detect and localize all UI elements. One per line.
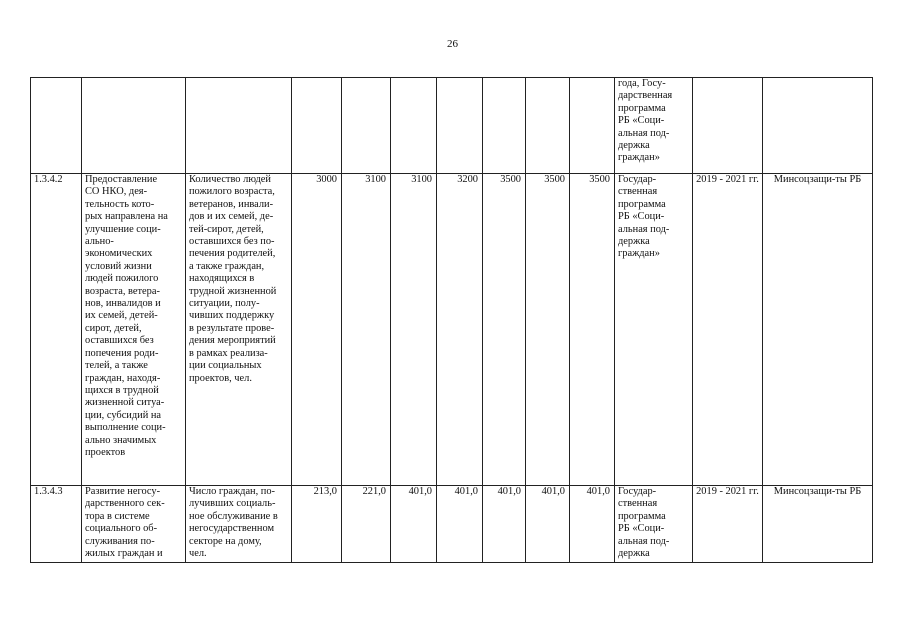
- table-row: [31, 486, 873, 563]
- cell-text-line: оставшихся без по-: [189, 236, 275, 248]
- cell-text-line: трудной жизненной: [189, 285, 277, 297]
- cell-text-line: условий жизни: [85, 260, 152, 272]
- cell-text-line: программа: [618, 102, 666, 114]
- cell-value: 3500: [526, 174, 570, 486]
- cell-text-line: альная под-: [618, 535, 670, 547]
- cell-text-line: программа: [618, 198, 666, 210]
- cell-value: 3500: [483, 174, 526, 486]
- cell-text-line: РБ «Соци-: [618, 115, 665, 127]
- cell-text-line: чел.: [189, 548, 207, 560]
- cell-text-line: социального об-: [85, 523, 158, 535]
- cell-value: [342, 78, 391, 174]
- cell-executor: [763, 78, 873, 174]
- cell-indicator: [186, 174, 292, 486]
- table-row: [31, 174, 873, 486]
- cell-text-line: жилых граждан и: [85, 548, 163, 560]
- cell-text-line: РБ «Соци-: [618, 523, 665, 535]
- cell-text-line: их семей, детей-: [85, 310, 158, 322]
- cell-text-line: лучивших социаль-: [189, 498, 276, 510]
- cell-text-line: улучшение соци-: [85, 223, 161, 235]
- cell-text-line: ситуации, полу-: [189, 298, 260, 310]
- cell-text-line: Число граждан, по-: [189, 486, 276, 497]
- cell-text-line: Количество людей: [189, 174, 271, 185]
- cell-value: 401,0: [391, 486, 437, 563]
- cell-value: 221,0: [342, 486, 391, 563]
- cell-period: [693, 78, 763, 174]
- cell-text-line: года, Госу-: [618, 78, 666, 89]
- cell-value: 3200: [437, 174, 483, 486]
- cell-text-line: ственная: [618, 498, 658, 510]
- cell-text-line: ции, субсидий на: [85, 409, 162, 421]
- cell-program: [615, 174, 693, 486]
- cell-indicator: [186, 78, 292, 174]
- cell-code: 1.3.4.2: [31, 174, 82, 486]
- cell-value: 3000: [292, 174, 342, 486]
- cell-text-line: негосударственном: [189, 523, 275, 535]
- cell-text-line: жизненной ситуа-: [85, 397, 165, 409]
- cell-text-line: людей пожилого: [85, 273, 159, 285]
- program-table: [30, 77, 873, 563]
- cell-indicator: [186, 486, 292, 563]
- cell-text-line: пожилого возраста,: [189, 186, 275, 198]
- cell-text-line: дов и их семей, де-: [189, 211, 274, 223]
- cell-text-line: проектов: [85, 446, 126, 458]
- cell-text-line: дарственного сек-: [85, 498, 165, 510]
- page-number: 26: [447, 38, 458, 50]
- cell-value: 3500: [570, 174, 615, 486]
- cell-text-line: держка: [618, 140, 650, 152]
- cell-value: [526, 78, 570, 174]
- cell-text-line: граждан»: [618, 248, 660, 260]
- cell-text-line: дения мероприятий: [189, 335, 276, 347]
- cell-text-line: сирот, детей,: [85, 322, 142, 334]
- cell-text-line: держка: [618, 548, 650, 560]
- cell-event-name: [82, 486, 186, 563]
- cell-value: 401,0: [526, 486, 570, 563]
- cell-text-line: возраста, ветера-: [85, 285, 160, 297]
- cell-value: [483, 78, 526, 174]
- cell-text-line: альная под-: [618, 127, 670, 139]
- cell-executor: Минсоцзащи-ты РБ: [763, 486, 873, 563]
- cell-text-line: оставшихся без: [85, 335, 154, 347]
- cell-text-line: альная под-: [618, 223, 670, 235]
- table-row: [31, 78, 873, 174]
- cell-text-line: Государ-: [618, 486, 657, 497]
- cell-text-line: чивших поддержку: [189, 310, 275, 322]
- cell-text-line: рых направлена на: [85, 211, 168, 223]
- cell-text-line: граждан»: [618, 152, 660, 164]
- cell-text-line: телей, а также: [85, 360, 148, 372]
- cell-program: [615, 486, 693, 563]
- cell-value: 213,0: [292, 486, 342, 563]
- cell-text-line: тей-сирот, детей,: [189, 223, 264, 235]
- cell-event-name: [82, 174, 186, 486]
- cell-period: 2019 - 2021 гг.: [693, 486, 763, 563]
- cell-text-line: нов, инвалидов и: [85, 298, 161, 310]
- cell-text-line: держка: [618, 236, 650, 248]
- cell-value: 401,0: [570, 486, 615, 563]
- cell-period: 2019 - 2021 гг.: [693, 174, 763, 486]
- cell-value: [570, 78, 615, 174]
- cell-value: 3100: [342, 174, 391, 486]
- cell-text-line: ное обслуживание в: [189, 510, 278, 522]
- cell-text-line: Развитие негосу-: [85, 486, 161, 497]
- cell-text-line: ции социальных: [189, 360, 262, 372]
- cell-text-line: СО НКО, дея-: [85, 186, 148, 198]
- cell-text-line: ственная: [618, 186, 658, 198]
- cell-code: [31, 78, 82, 174]
- cell-text-line: в результате прове-: [189, 322, 275, 334]
- cell-executor: Минсоцзащи-ты РБ: [763, 174, 873, 486]
- cell-text-line: дарственная: [618, 90, 673, 102]
- cell-event-name: [82, 78, 186, 174]
- cell-text-line: РБ «Соци-: [618, 211, 665, 223]
- cell-text-line: выполнение соци-: [85, 422, 166, 434]
- cell-text-line: экономических: [85, 248, 153, 260]
- cell-value: [292, 78, 342, 174]
- cell-text-line: попечения роди-: [85, 347, 159, 359]
- cell-text-line: щихся в трудной: [85, 384, 159, 396]
- cell-text-line: граждан, находя-: [85, 372, 161, 384]
- cell-program: [615, 78, 693, 174]
- cell-text-line: печения родителей,: [189, 248, 276, 260]
- cell-text-line: в рамках реализа-: [189, 347, 268, 359]
- cell-text-line: проектов, чел.: [189, 372, 252, 384]
- cell-value: [437, 78, 483, 174]
- cell-text-line: ально значимых: [85, 434, 157, 446]
- cell-text-line: ветеранов, инвали-: [189, 198, 274, 210]
- cell-text-line: программа: [618, 510, 666, 522]
- cell-text-line: ально-: [85, 236, 114, 248]
- cell-value: [391, 78, 437, 174]
- cell-text-line: тора в системе: [85, 510, 150, 522]
- cell-text-line: Государ-: [618, 174, 657, 185]
- cell-value: 401,0: [437, 486, 483, 563]
- cell-text-line: секторе на дому,: [189, 535, 262, 547]
- cell-text-line: находящихся в: [189, 273, 255, 285]
- cell-value: 401,0: [483, 486, 526, 563]
- cell-text-line: служивания по-: [85, 535, 155, 547]
- cell-text-line: а также граждан,: [189, 260, 265, 272]
- cell-text-line: тельность кото-: [85, 198, 155, 210]
- cell-value: 3100: [391, 174, 437, 486]
- cell-text-line: Предоставление: [85, 174, 158, 185]
- cell-code: 1.3.4.3: [31, 486, 82, 563]
